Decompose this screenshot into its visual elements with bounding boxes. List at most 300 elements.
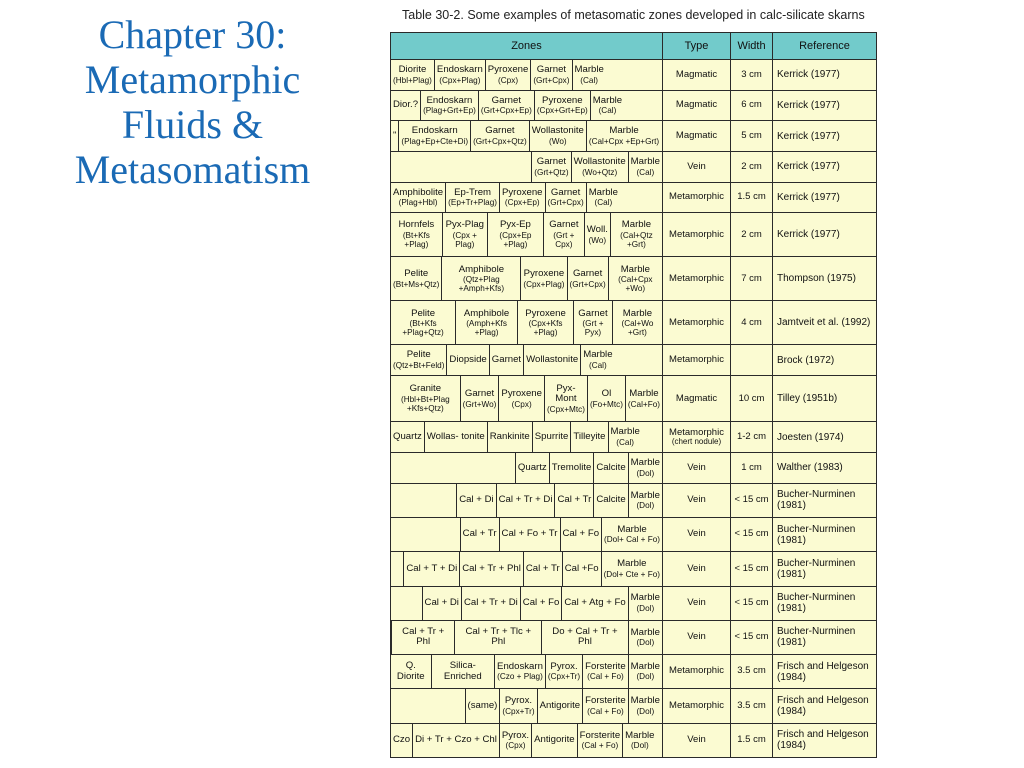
zone-name: Cal + Tr	[462, 528, 497, 540]
zone-name: Marble	[622, 307, 653, 319]
zone-minerals: (Cpx)	[505, 741, 526, 751]
zone	[454, 621, 541, 654]
zone-name: Rankinite	[489, 430, 530, 442]
zone-name: "	[393, 129, 397, 141]
type-cell	[663, 213, 731, 257]
zone-minerals: (Fo+Mtc)	[589, 399, 623, 409]
width-cell: 1-2 cm	[731, 422, 773, 453]
zone-name: Marble	[630, 457, 660, 469]
zone	[628, 587, 662, 620]
zone	[391, 621, 454, 654]
zone-minerals: (Wo)	[588, 235, 607, 245]
zone	[517, 301, 573, 344]
zones-cell	[391, 301, 663, 345]
zone	[582, 655, 628, 688]
zone-minerals: (Dol)	[630, 741, 649, 751]
zone-minerals: (Plag+Hbl)	[398, 198, 438, 208]
zone-minerals: (Cal + Fo)	[587, 706, 624, 716]
type-text: Magmatic	[675, 68, 718, 80]
zones-cell	[391, 689, 663, 723]
zone	[532, 422, 571, 452]
header-zones: Zones	[391, 33, 663, 60]
zone-name: Garnet	[464, 387, 495, 399]
zone	[523, 552, 562, 585]
zone-minerals: (Hbl+Plag)	[393, 75, 432, 85]
zones-cell	[391, 453, 663, 484]
zone	[494, 655, 545, 688]
zone	[544, 376, 587, 421]
zones-cell	[391, 723, 663, 757]
zone	[461, 587, 520, 620]
zone-name: Marble	[610, 426, 640, 438]
zone-name: Diopside	[449, 353, 487, 365]
zone	[561, 587, 627, 620]
zone-minerals: (Cal + Fo)	[581, 741, 619, 751]
reference-cell: Bucher-Nurminen (1981)	[773, 517, 877, 551]
zones-cell	[391, 483, 663, 517]
type-text: Metamorphic	[669, 665, 724, 677]
zone-name: (same)	[467, 699, 498, 711]
zone	[391, 301, 455, 344]
zone-name: Pyroxene	[525, 307, 566, 319]
zone-name: Wollastonite	[531, 125, 584, 137]
type-cell	[663, 586, 731, 620]
zone-name: Pyroxene	[523, 268, 565, 280]
zone-name: Cal + Tr + Phl	[402, 625, 445, 648]
slide-title-line: Chapter 30:	[98, 12, 287, 57]
width-cell: 3.5 cm	[731, 689, 773, 723]
zone-name: Calcite	[596, 494, 626, 506]
zone	[593, 453, 627, 483]
zone-name: Cal + Fo	[522, 596, 560, 608]
type-cell	[663, 620, 731, 654]
zone-name: Dior.?	[393, 99, 419, 111]
zone	[412, 724, 499, 757]
type-cell	[663, 453, 731, 484]
zone-name: Pyroxene	[501, 186, 543, 198]
zone-minerals: (Cal)	[594, 198, 613, 208]
zone	[460, 518, 499, 551]
zone-name: Cal +Fo	[564, 562, 599, 574]
zone	[608, 422, 642, 452]
table-row	[391, 345, 877, 376]
zone-name: Czo	[393, 734, 411, 746]
zone-name: Cal + Fo + Tr	[501, 528, 558, 540]
zone	[391, 213, 442, 256]
zone	[628, 655, 662, 688]
zone-minerals: (Cal)	[636, 167, 655, 177]
zone-minerals: (Qtz+Plag +Amph+Kfs)	[458, 275, 505, 294]
reference-cell: Joesten (1974)	[773, 422, 877, 453]
zone	[530, 60, 571, 90]
zone-name: Forsterite	[585, 695, 626, 707]
zone-minerals: (Grt+Cpx)	[547, 198, 584, 208]
zone-name: Forsterite	[579, 729, 621, 741]
zone	[628, 484, 662, 517]
zone-minerals: (Grt+Cpx)	[569, 279, 606, 289]
zone-name: Amphibolite	[393, 186, 444, 198]
zone-name: Amphibole	[458, 263, 505, 275]
zone	[499, 518, 560, 551]
zone-name: Antigorite	[534, 734, 575, 746]
table-header-row	[391, 33, 877, 60]
zone-name: Marble	[625, 729, 655, 741]
zone-name: Marble	[629, 387, 659, 399]
zone-name: Marble	[620, 263, 651, 275]
zone	[441, 257, 520, 300]
zone	[628, 152, 662, 182]
table-row	[391, 301, 877, 345]
table-row	[391, 60, 877, 91]
zone-name: Marble	[588, 186, 619, 198]
zone	[398, 121, 470, 151]
zone-name: Hornfels	[398, 219, 435, 231]
zone-minerals: (Cal+Wo +Grt)	[621, 319, 654, 338]
zone-name: Endoskarn	[436, 64, 483, 76]
zone-minerals: (Dol)	[636, 706, 655, 716]
zone	[571, 152, 628, 182]
zone-name: Spurrite	[534, 430, 569, 442]
zone-name: Quartz	[517, 461, 547, 473]
width-cell: 3.5 cm	[731, 655, 773, 689]
zone	[541, 621, 627, 654]
zone	[572, 60, 606, 90]
width-cell: 1.5 cm	[731, 723, 773, 757]
reference-cell: Kerrick (1977)	[773, 151, 877, 182]
zone-name: Garnet	[572, 268, 603, 280]
zones-cell	[391, 376, 663, 422]
table-row	[391, 620, 877, 654]
zone	[622, 724, 656, 757]
zone	[608, 257, 662, 300]
type-cell	[663, 723, 731, 757]
zone-name: Wollas- tonite	[426, 430, 485, 442]
zone	[499, 689, 536, 722]
zone-minerals: (Dol)	[636, 501, 655, 511]
zone-name: Pyrox.	[550, 660, 578, 672]
type-text: Vein	[687, 528, 706, 540]
zones-cell	[391, 121, 663, 152]
table-row	[391, 257, 877, 301]
table-row	[391, 689, 877, 723]
width-cell: 1 cm	[731, 453, 773, 484]
zone	[420, 91, 478, 121]
table-row	[391, 182, 877, 213]
zone-name: Cal + Tr	[557, 494, 592, 506]
zone-name: Woll.	[586, 223, 608, 235]
zone	[534, 91, 590, 121]
type-text: Metamorphic	[669, 426, 724, 438]
zone	[610, 213, 662, 256]
zone-minerals: (Cal)	[588, 361, 607, 371]
zone-minerals: (Wo)	[549, 136, 567, 146]
zone-name: Calcite	[596, 461, 626, 473]
zone	[434, 60, 485, 90]
slide-title-line: Metamorphic	[84, 57, 301, 102]
zone	[478, 91, 534, 121]
zone-minerals: (Cal)	[598, 106, 617, 116]
header-type: Type	[663, 33, 731, 60]
zone-minerals: (Bt+Kfs +Plag+Qtz)	[402, 319, 444, 338]
zone-minerals: (Bt+Kfs +Plag)	[402, 231, 430, 250]
zone-minerals: (Dol)	[636, 672, 655, 682]
zone-minerals: (Cal + Fo)	[587, 672, 624, 682]
zone	[487, 213, 543, 256]
zone-minerals: (Cpx+Tr)	[547, 672, 581, 682]
zone	[499, 183, 545, 213]
zone-name: Quartz	[393, 430, 422, 442]
skarn-zones-table	[390, 32, 877, 758]
zone-name: Cal + Tr + Phl	[462, 562, 521, 574]
zone-name: Pyx-Plag	[445, 219, 484, 231]
zone-name: Endoskarn	[426, 94, 473, 106]
zone-name: Pyroxene	[501, 387, 542, 399]
type-cell	[663, 689, 731, 723]
type-text: Vein	[687, 494, 706, 506]
zone-name: Pyx-Ep	[499, 219, 531, 231]
zone	[391, 91, 420, 121]
zone-name: Endoskarn	[411, 125, 458, 137]
zone	[391, 257, 441, 300]
zone-name: Endoskarn	[497, 660, 543, 672]
zone-name: Silica- Enriched	[443, 660, 482, 682]
zone-name: Pyrox.	[504, 695, 533, 707]
zone-name: Marble	[617, 558, 647, 570]
zone	[587, 376, 625, 421]
zone-name: Cal + Tr + Di	[463, 596, 518, 608]
zone-name: Marble	[630, 626, 660, 638]
type-cell	[663, 422, 731, 453]
zone-minerals: (Grt+Cpx)	[533, 75, 570, 85]
reference-cell: Brock (1972)	[773, 345, 877, 376]
zone	[586, 183, 620, 213]
width-cell: < 15 cm	[731, 517, 773, 551]
reference-cell: Bucher-Nurminen (1981)	[773, 620, 877, 654]
width-cell: < 15 cm	[731, 620, 773, 654]
zone-minerals: (Grt + Cpx)	[553, 231, 575, 250]
width-cell: < 15 cm	[731, 552, 773, 586]
zone	[445, 183, 499, 213]
zone	[523, 345, 580, 375]
zone	[586, 121, 661, 151]
zone	[531, 724, 577, 757]
zone-name: Ol	[601, 387, 612, 399]
zone-name: Pelite	[411, 307, 436, 319]
zone	[628, 621, 662, 654]
zones-cell	[391, 213, 663, 257]
zone	[391, 60, 434, 90]
zone	[529, 121, 586, 151]
zone	[455, 301, 517, 344]
zone-name: Cal + Tr	[525, 562, 560, 574]
zone-name: Cal + Tr + Di	[498, 494, 553, 506]
reference-cell: Kerrick (1977)	[773, 121, 877, 152]
zone-name: Marble	[630, 592, 660, 604]
table-row	[391, 655, 877, 689]
table-row	[391, 90, 877, 121]
zone	[549, 453, 594, 483]
zone-name: Marble	[583, 349, 613, 361]
zone	[582, 689, 628, 722]
zone-minerals: (Wo+Qtz)	[582, 167, 618, 177]
reference-cell: Kerrick (1977)	[773, 213, 877, 257]
zone	[498, 376, 544, 421]
zone	[567, 257, 608, 300]
type-text: Vein	[687, 631, 706, 643]
zone-name: Marble	[609, 125, 639, 137]
width-cell: < 15 cm	[731, 483, 773, 517]
table-row	[391, 483, 877, 517]
zone-name: Cal + Di	[459, 494, 494, 506]
zone-name: Marble	[630, 155, 660, 167]
zone	[391, 655, 431, 688]
zone-name: Pyrox.	[501, 729, 530, 741]
zone-minerals: (Cpx+Grt+Ep)	[536, 106, 588, 116]
zone	[496, 484, 555, 517]
zone	[391, 376, 460, 421]
reference-cell: Kerrick (1977)	[773, 60, 877, 91]
zone	[562, 552, 601, 585]
zone-name: Garnet	[536, 155, 567, 167]
zone-name: Cal + Di	[424, 596, 459, 608]
zone-minerals: (Dol+ Cte + Fo)	[603, 569, 660, 579]
reference-cell: Bucher-Nurminen (1981)	[773, 586, 877, 620]
zones-cell	[391, 257, 663, 301]
zone-name: Garnet	[491, 353, 522, 365]
zone-minerals: (Amph+Kfs +Plag)	[466, 319, 507, 338]
slide-title	[20, 12, 365, 192]
type-text: Metamorphic	[669, 316, 724, 328]
type-text: Vein	[687, 562, 706, 574]
width-cell: 5 cm	[731, 121, 773, 152]
zone-name: Pyx-Mont	[555, 382, 577, 405]
table-row	[391, 586, 877, 620]
zone-name: Garnet	[549, 219, 579, 231]
zone	[431, 655, 494, 688]
zone-name: Tilleyite	[573, 430, 606, 442]
slide-title-line: Metasomatism	[74, 147, 311, 192]
zone	[520, 257, 566, 300]
zone	[515, 453, 549, 483]
width-cell: 10 cm	[731, 376, 773, 422]
zone-name: Forsterite	[585, 660, 626, 672]
type-text: Vein	[687, 734, 706, 746]
zone	[628, 453, 662, 483]
table-row	[391, 422, 877, 453]
zone	[625, 376, 662, 421]
zone-minerals: (Dol)	[636, 468, 655, 478]
zone	[543, 213, 584, 256]
zone-minerals: (Cpx+Plag)	[523, 279, 565, 289]
zone-name: Marble	[630, 660, 660, 672]
zone-minerals: (Grt+Cpx+Qtz)	[473, 136, 527, 146]
zone	[489, 345, 523, 375]
zone-name: Wollastonite	[573, 155, 626, 167]
type-cell	[663, 60, 731, 91]
zone	[584, 213, 610, 256]
zone-name: Garnet	[536, 64, 567, 76]
zone-name: Marble	[621, 219, 652, 231]
type-text: Metamorphic	[669, 699, 724, 711]
header-reference: Reference	[773, 33, 877, 60]
zone	[499, 724, 531, 757]
table-caption: Table 30-2. Some examples of metasomatic zones developed in calc-silicate skarns	[402, 8, 865, 22]
zone-name: Amphibole	[463, 307, 510, 319]
zone-minerals: (Qtz+Bt+Feld)	[393, 361, 445, 371]
type-text: Metamorphic	[669, 354, 724, 366]
zone	[628, 689, 662, 722]
zone-minerals: (Cpx)	[498, 75, 519, 85]
zone	[424, 422, 487, 452]
width-cell: 3 cm	[731, 60, 773, 91]
zone	[470, 121, 529, 151]
zones-cell	[391, 620, 663, 654]
zone	[465, 689, 500, 722]
zone	[485, 60, 531, 90]
type-cell	[663, 257, 731, 301]
zone-name: Cal + Tr + Tlc + Phl	[465, 625, 532, 648]
width-cell: < 15 cm	[731, 586, 773, 620]
zone-minerals: (Cpx+Tr)	[502, 706, 535, 716]
zone-minerals: (Cpx+Kfs +Plag)	[528, 319, 563, 338]
table-row	[391, 517, 877, 551]
type-text: Magmatic	[675, 129, 718, 141]
zone-minerals: (Cal+Qtz +Grt)	[620, 231, 653, 250]
zone-minerals: (Dol)	[636, 638, 655, 648]
zone-minerals: (Grt + Pyx)	[582, 319, 604, 338]
zone	[460, 376, 499, 421]
zone	[601, 552, 662, 585]
zone-name: Pelite	[404, 268, 429, 280]
slide-title-line: Fluids &	[121, 102, 264, 147]
zone-minerals: (Cpx+Ep)	[504, 198, 540, 208]
zone	[554, 484, 593, 517]
reference-cell: Frisch and Helgeson (1984)	[773, 723, 877, 757]
width-cell: 7 cm	[731, 257, 773, 301]
reference-cell: Bucher-Nurminen (1981)	[773, 483, 877, 517]
zone	[531, 152, 570, 182]
zone-minerals: (Dol+ Cal + Fo)	[604, 535, 660, 545]
zone-minerals: (Ep+Tr+Plag)	[448, 198, 497, 208]
zone-minerals: (Cpx+Ep +Plag)	[499, 231, 532, 250]
zone	[391, 724, 412, 757]
type-cell	[663, 151, 731, 182]
zone-name: Cal + T + Di	[406, 562, 458, 574]
zone-name: Pyroxene	[542, 94, 583, 106]
table-row	[391, 376, 877, 422]
reference-cell: Jamtveit et al. (1992)	[773, 301, 877, 345]
width-cell	[731, 345, 773, 376]
zone	[545, 655, 582, 688]
zone-minerals: (Grt+Cpx+Ep)	[480, 106, 532, 116]
zones-cell	[391, 586, 663, 620]
table-row	[391, 121, 877, 152]
zone-minerals: (Bt+Ms+Qtz)	[393, 279, 440, 289]
width-cell: 1.5 cm	[731, 182, 773, 213]
zone-minerals: (Grt+Wo)	[462, 399, 497, 409]
zone-name: Diorite	[398, 64, 427, 76]
zone-name: Granite	[409, 383, 442, 395]
zone-minerals: (Cpx+Mtc)	[546, 404, 585, 414]
type-cell	[663, 517, 731, 551]
zone-name: Cal + Fo	[562, 528, 600, 540]
zones-cell	[391, 60, 663, 91]
type-text: Vein	[687, 596, 706, 608]
width-cell: 4 cm	[731, 301, 773, 345]
zone	[590, 91, 624, 121]
type-text: Metamorphic	[669, 228, 724, 240]
zone-minerals: (Dol)	[636, 603, 655, 613]
